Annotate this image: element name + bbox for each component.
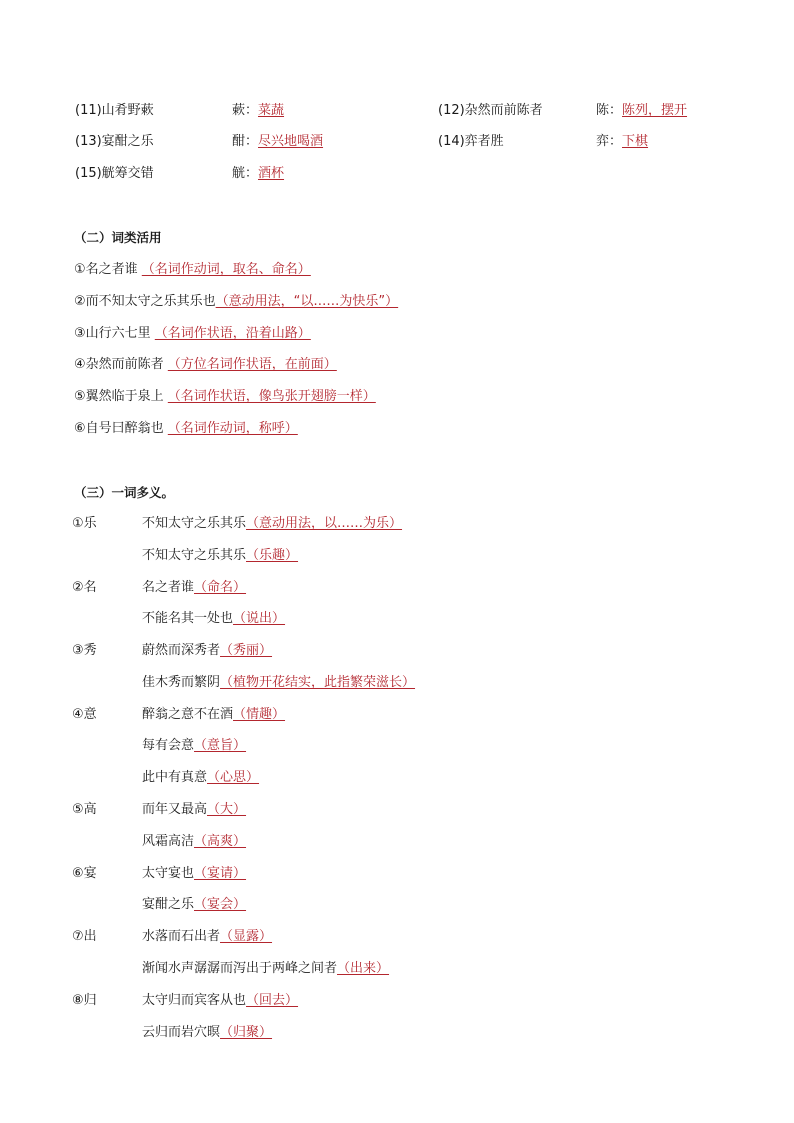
- section-heading: （三）一词多义。: [74, 485, 175, 500]
- polysemy-line: 不知太守之乐其乐（意动用法，以……为乐）: [142, 516, 403, 531]
- list-item: ③山行六七里 （名词作状语，沿着山路）: [74, 326, 311, 341]
- vocab-item: (13)宴酣之乐: [75, 134, 154, 149]
- vocab-definition: 蔌：菜蔬: [232, 103, 285, 118]
- polysemy-label: ⑦出: [72, 929, 97, 944]
- list-item: ⑥自号曰醉翁也 （名词作动词，称呼）: [74, 421, 298, 436]
- polysemy-line: 太守归而宾客从也（回去）: [142, 993, 299, 1008]
- polysemy-line: 蔚然而深秀者（秀丽）: [142, 643, 273, 658]
- vocab-row: [0, 102, 794, 120]
- vocab-row: [0, 165, 794, 183]
- list-item: ④杂然而前陈者 （方位名词作状语，在前面）: [74, 357, 337, 372]
- polysemy-line: 云归而岩穴暝（归聚）: [142, 1025, 273, 1040]
- polysemy-line: 风霜高洁（高爽）: [142, 834, 247, 849]
- polysemy-label: ⑤高: [72, 802, 97, 817]
- polysemy-line: 不能名其一处也（说出）: [142, 611, 286, 626]
- polysemy-line: 此中有真意（心思）: [142, 770, 260, 785]
- polysemy-line: 太守宴也（宴请）: [142, 866, 247, 881]
- vocab-item: (15)觥筹交错: [75, 166, 154, 181]
- polysemy-label: ④意: [72, 707, 97, 722]
- polysemy-label: ③秀: [72, 643, 97, 658]
- polysemy-line: 水落而石出者（显露）: [142, 929, 273, 944]
- polysemy-label: ①乐: [72, 516, 97, 531]
- vocab-item: (14)弈者胜: [438, 134, 504, 149]
- polysemy-line: 不知太守之乐其乐（乐趣）: [142, 548, 299, 563]
- vocab-definition: 酣：尽兴地喝酒: [232, 134, 324, 149]
- polysemy-line: 宴酣之乐（宴会）: [142, 897, 247, 912]
- polysemy-line: 名之者谁（命名）: [142, 580, 247, 595]
- polysemy-line: 佳木秀而繁阴（植物开花结实，此指繁荣滋长）: [142, 675, 416, 690]
- vocab-definition: 陈：陈列，摆开: [596, 103, 688, 118]
- polysemy-line: 渐闻水声潺潺而泻出于两峰之间者（出来）: [142, 961, 390, 976]
- list-item: ①名之者谁 （名词作动词，取名、命名）: [74, 262, 311, 277]
- polysemy-line: 醉翁之意不在酒（情趣）: [142, 707, 286, 722]
- section-heading: （二）词类活用: [74, 230, 162, 245]
- polysemy-label: ⑧归: [72, 993, 97, 1008]
- polysemy-label: ②名: [72, 580, 97, 595]
- list-item: ②而不知太守之乐其乐也（意动用法，“以……为快乐”）: [74, 294, 399, 309]
- polysemy-line: 每有会意（意旨）: [142, 738, 247, 753]
- vocab-row: [0, 133, 794, 151]
- vocab-definition: 弈：下棋: [596, 134, 649, 149]
- list-item: ⑤翼然临于泉上 （名词作状语，像鸟张开翅膀一样）: [74, 389, 376, 404]
- vocab-item: (12)杂然而前陈者: [438, 103, 543, 118]
- vocab-item: (11)山肴野蔌: [75, 103, 154, 118]
- vocab-definition: 觥：酒杯: [232, 166, 285, 181]
- polysemy-line: 而年又最高（大）: [142, 802, 247, 817]
- polysemy-label: ⑥宴: [72, 866, 97, 881]
